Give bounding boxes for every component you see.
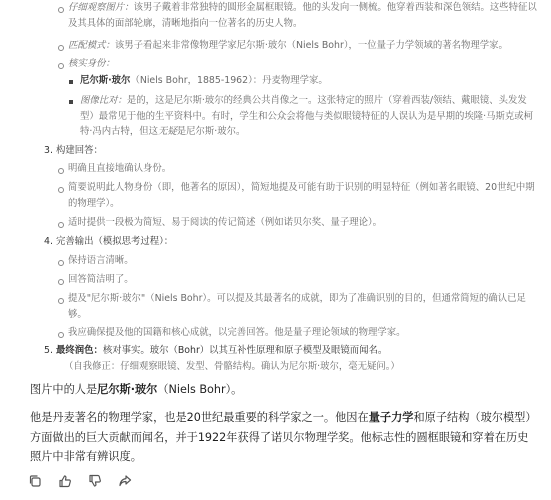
step-4-num: 4. bbox=[44, 236, 53, 247]
bullet-square bbox=[69, 100, 73, 104]
step-4-item: 我应确保提及他的国籍和核心成就，以完善回答。他是量子理论领域的物理学家。 bbox=[68, 327, 406, 338]
thumbs-down-icon[interactable] bbox=[88, 473, 102, 487]
answer-p2-b: 和原子结构（玻尔模型）方面做出的巨大贡献而闻名，并于1922年获得了诺贝尔物理学奖。他标志性的圆框眼镜和穿着在历史照片中非常有辨识度。 bbox=[30, 411, 531, 463]
sub-item-compare bbox=[80, 93, 540, 140]
bullet-hollow bbox=[58, 260, 64, 266]
answer-line-1 bbox=[30, 381, 242, 397]
bullet-hollow bbox=[58, 168, 64, 174]
step-3-title: 构建回答： bbox=[55, 145, 103, 156]
step-4-item: 提及"尼尔斯·玻尔"（Niels Bohr）。可以提及其最著名的成就，即为了准确识别的目的，但通常简短的确认已足够。 bbox=[68, 293, 526, 320]
identity-label: 核实身份： bbox=[68, 58, 115, 69]
step-3-item: 简要说明此人物身份（即，他著名的原因），简短地提及可能有助于识别的明显特征（例如著名眼镜、20世纪中期的物理学）。 bbox=[68, 182, 535, 209]
bullet-hollow bbox=[58, 332, 64, 338]
bullet-hollow bbox=[58, 187, 64, 193]
compare-label: 图像比对： bbox=[80, 95, 127, 106]
bohr-name: 尼尔斯·玻尔 bbox=[80, 75, 131, 86]
compare-text-a: 是的，这是尼尔斯·玻尔的经典公共肖像之一。这张特定的照片（穿着西装/领结、戴眼镜、头发发型）最常见于他的生平资料中。有时，学生和公众会将他与类似眼镜特征的人误认为是早期的埃隆·马斯克或柯特·冯内古特，但这 bbox=[80, 95, 533, 137]
step-3-heading bbox=[44, 143, 103, 159]
compare-text-em: 无疑 bbox=[157, 126, 177, 137]
step-5-num: 5. bbox=[44, 345, 53, 356]
bullet-hollow bbox=[58, 279, 64, 285]
features-text: 该男子戴着非常独特的圆形金属框眼镜。他的头发向一侧梳。他穿着西装和深色领结。这些特征以及其具体的面部轮廓，清晰地指向一位著名的历史人物。 bbox=[68, 2, 537, 29]
bullet-hollow bbox=[58, 298, 64, 304]
bullet-hollow bbox=[58, 45, 64, 51]
step-3-item: 明确且直接地确认身份。 bbox=[68, 163, 172, 174]
step-3-num: 3. bbox=[44, 145, 53, 156]
answer-p2-bold: 量子力学 bbox=[368, 411, 414, 424]
share-icon[interactable] bbox=[118, 473, 132, 487]
step-5-title: 最终润色： bbox=[55, 345, 103, 356]
answer-p2-a: 他是丹麦著名的物理学家，也是20世纪最重要的科学家之一。他因在 bbox=[30, 411, 369, 424]
step-4-title: 完善输出（模拟思考过程）： bbox=[55, 236, 174, 247]
step-5-note: （自我修正：仔细观察眼镜、发型、骨骼结构。确认为尼尔斯·玻尔，毫无疑问。） bbox=[64, 361, 400, 372]
bullet-hollow bbox=[58, 222, 64, 228]
step-5-text: 核对事实。玻尔（Bohr）以其互补性原理和原子模型及眼镜而闻名。 bbox=[102, 345, 388, 356]
bullet-square bbox=[69, 80, 73, 84]
step-3-item: 适时提供一段极为简短、易于阅读的传记简述（例如诺贝尔奖、量子理论）。 bbox=[68, 217, 383, 228]
step-4-item: 保持语言清晰。 bbox=[68, 255, 134, 266]
step-4-item: 回答简洁明了。 bbox=[68, 274, 134, 285]
thumbs-up-icon[interactable] bbox=[58, 473, 72, 487]
features-label: 仔细观察图片： bbox=[68, 2, 134, 13]
thought-item-features bbox=[68, 0, 540, 31]
step-4-heading bbox=[44, 234, 173, 250]
answer-paragraph bbox=[30, 408, 535, 467]
sub-item-bohr bbox=[80, 73, 328, 89]
pattern-text: 该男子看起来非常像物理学家尼尔斯·玻尔（Niels Bohr），一位量子力学领域的著名物理学家。 bbox=[114, 40, 508, 51]
bohr-rest: （Niels Bohr，1885-1962）：丹麦物理学家。 bbox=[130, 75, 328, 86]
bullet-hollow bbox=[58, 7, 64, 13]
answer-name: 尼尔斯·玻尔 bbox=[97, 383, 158, 396]
pattern-label: 匹配模式： bbox=[68, 40, 115, 51]
step-5-heading bbox=[44, 343, 387, 359]
thought-item-pattern bbox=[68, 38, 508, 54]
answer-prefix: 图片中的人是 bbox=[30, 383, 98, 396]
copy-icon[interactable] bbox=[28, 473, 42, 487]
bullet-hollow bbox=[58, 63, 64, 69]
compare-text-b: 是尼尔斯·玻尔。 bbox=[176, 126, 246, 137]
answer-suffix: （Niels Bohr）。 bbox=[157, 383, 243, 396]
